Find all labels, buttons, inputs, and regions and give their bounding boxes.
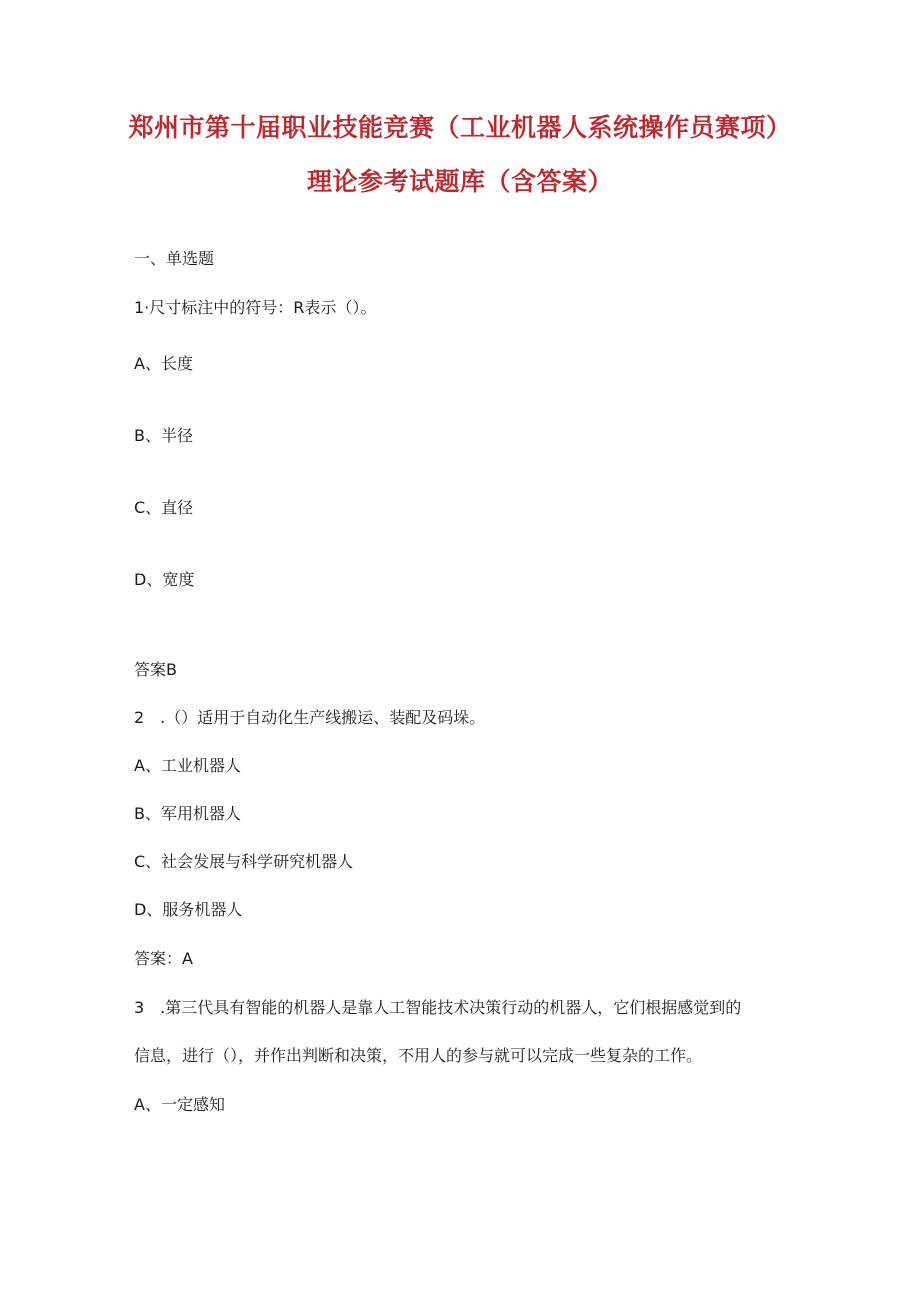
question-1-option-c: C、直径 bbox=[134, 498, 194, 517]
document-title-line-1: 郑州市第十届职业技能竞赛（工业机器人系统操作员赛项） bbox=[128, 113, 792, 142]
question-2-option-b: B、军用机器人 bbox=[134, 804, 241, 823]
question-2-option-c: C、社会发展与科学研究机器人 bbox=[134, 852, 354, 871]
question-1-stem: 1·尺寸标注中的符号：R表示（）。 bbox=[134, 298, 377, 317]
question-1-option-d: D、宽度 bbox=[134, 570, 195, 589]
question-3-option-a: A、一定感知 bbox=[134, 1095, 225, 1114]
question-2-answer: 答案：A bbox=[134, 949, 193, 968]
question-2-stem: 2 .（）适用于自动化生产线搬运、装配及码垛。 bbox=[134, 708, 486, 727]
question-3-stem-line-1: 3 .第三代具有智能的机器人是靠人工智能技术决策行动的机器人，它们根据感觉到的 bbox=[134, 998, 742, 1017]
question-1-option-b: B、半径 bbox=[134, 426, 193, 445]
document-title-line-2: 理论参考试题库（含答案） bbox=[306, 167, 613, 196]
section-heading: 一、单选题 bbox=[134, 249, 215, 268]
question-2-option-d: D、服务机器人 bbox=[134, 900, 243, 919]
question-1-option-a: A、长度 bbox=[134, 354, 193, 373]
question-1-answer: 答案B bbox=[134, 660, 177, 679]
question-2-option-a: A、工业机器人 bbox=[134, 756, 241, 775]
question-3-stem-line-2: 信息，进行（），并作出判断和决策，不用人的参与就可以完成一些复杂的工作。 bbox=[134, 1046, 703, 1065]
